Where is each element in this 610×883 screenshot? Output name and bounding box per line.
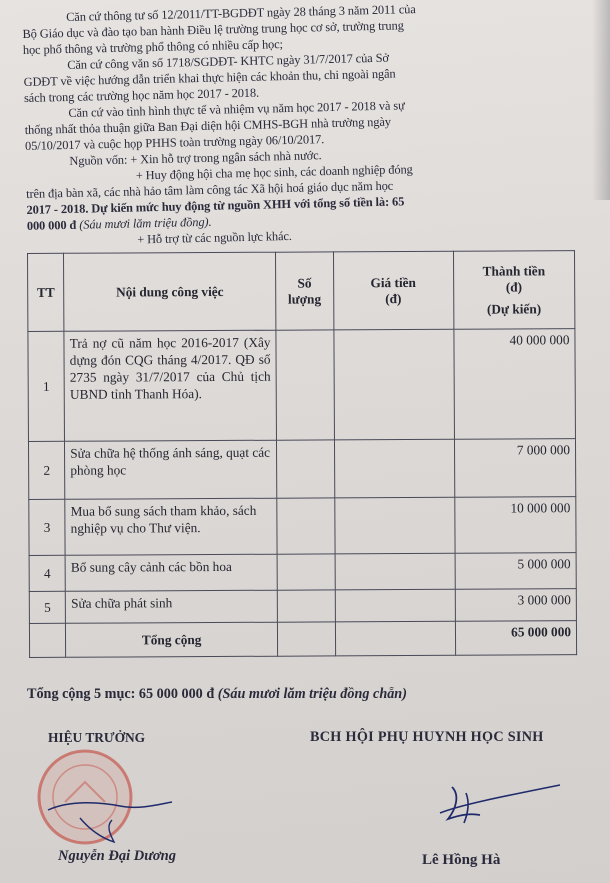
row-number: 1 bbox=[28, 331, 65, 441]
header-price-line: Giá tiền bbox=[370, 274, 416, 290]
header-quantity-line: lượng bbox=[287, 290, 322, 307]
intro-amount: 000 000 đ bbox=[26, 217, 77, 233]
row-amount: 7 000 000 bbox=[454, 439, 576, 498]
row-content: Sửa chữa phát sinh bbox=[65, 590, 277, 623]
summary-amount-words: (Sáu mươi lăm triệu đồng chẵn) bbox=[217, 686, 407, 702]
header-amount-line: Thành tiền bbox=[482, 262, 546, 279]
intro-line: Bộ Giáo dục và đào tạo ban hành Điều lệ trường trung học cơ sở, trường trung bbox=[22, 18, 404, 41]
page-edge-shadow bbox=[592, 0, 610, 200]
row-amount: 5 000 000 bbox=[455, 553, 577, 590]
parents-committee-name: Lê Hồng Hà bbox=[422, 852, 501, 868]
table-header-row bbox=[28, 251, 575, 332]
header-amount bbox=[453, 251, 575, 330]
row-quantity bbox=[276, 440, 334, 498]
row-price bbox=[334, 439, 454, 498]
row-content: Mua bổ sung sách tham khảo, sách nghiệp vụ cho Thư viện. bbox=[65, 498, 277, 555]
intro-line: Nguồn vốn: + Xin hỗ trợ trong ngân sách nhà nước. bbox=[69, 148, 322, 168]
principal-title: HIỆU TRƯỞNG bbox=[48, 730, 146, 745]
row-quantity bbox=[277, 498, 335, 554]
intro-line: Căn cứ công văn số 1718/SGDĐT- KHTC ngày 31/7/2017 của Sở bbox=[67, 50, 390, 72]
intro-line: 2017 - 2018. Dự kiến mức huy động từ nguồn XHH với tổng số tiền là: 65 bbox=[26, 194, 405, 217]
table-row bbox=[28, 439, 575, 500]
intro-line: thống nhất thỏa thuận giữa Ban Đại diện hội CMHS-BGH nhà trường ngày bbox=[24, 114, 392, 137]
row-amount: 40 000 000 bbox=[453, 329, 575, 440]
row-amount: 3 000 000 bbox=[455, 589, 577, 622]
row-content: Sửa chữa hệ thống ánh sáng, quạt các phòng học bbox=[65, 440, 277, 499]
row-amount: 10 000 000 bbox=[454, 497, 576, 554]
parents-committee-title: BCH HỘI PHỤ HUYNH HỌC SINH bbox=[310, 729, 544, 745]
row-quantity bbox=[277, 590, 335, 622]
row-price bbox=[334, 497, 454, 554]
total-price bbox=[335, 621, 455, 656]
intro-line: học phổ thông và trường phổ thông có nhiều cấp học; bbox=[22, 37, 284, 57]
row-number: 2 bbox=[28, 441, 65, 499]
intro-line: 05/10/2017 và cuộc họp PHHS toàn trường ngày 06/10/2017. bbox=[24, 132, 325, 153]
header-amount-line: (Dự kiến) bbox=[486, 300, 542, 317]
header-amount-line: (đ) bbox=[505, 278, 523, 294]
row-number: 3 bbox=[29, 499, 66, 555]
header-quantity bbox=[275, 252, 333, 330]
row-price bbox=[335, 553, 455, 590]
total-label: Tổng cộng bbox=[66, 622, 278, 657]
table-total-row bbox=[29, 621, 576, 658]
intro-line: + Hỗ trợ từ các nguồn lực khác. bbox=[137, 228, 292, 247]
row-quantity bbox=[277, 554, 335, 590]
header-content: Nội dung công việc bbox=[64, 252, 276, 331]
intro-line: + Huy động hội cha mẹ học sinh, các doanh nghiệp đóng bbox=[135, 162, 413, 183]
intro-line: Căn cứ vào tình hình thực tế và nhiệm vụ năm học 2017 - 2018 và sự bbox=[68, 98, 405, 120]
row-number: 5 bbox=[29, 591, 65, 623]
principal-name: Nguyễn Đại Dương bbox=[58, 848, 176, 864]
header-quantity-line: Số bbox=[297, 275, 312, 291]
summary-amount: Tổng cộng 5 mục: 65 000 000 đ bbox=[27, 686, 215, 702]
table-row bbox=[29, 497, 576, 556]
budget-table bbox=[27, 250, 577, 658]
intro-line: sách trong các trường học năm học 2017 - 2018. bbox=[23, 85, 260, 105]
table-row bbox=[28, 329, 576, 442]
intro-line: Căn cứ thông tư số 12/2011/TT-BGDĐT ngày 28 tháng 3 năm 2011 của bbox=[66, 2, 416, 24]
principal-signature-icon bbox=[40, 780, 180, 850]
summary-line bbox=[27, 686, 587, 703]
total-amount: 65 000 000 bbox=[455, 621, 577, 656]
header-tt: TT bbox=[28, 253, 65, 331]
row-content: Bổ sung cây cảnh các bồn hoa bbox=[65, 554, 277, 591]
header-price-line: (đ) bbox=[385, 290, 402, 306]
header-price bbox=[333, 251, 453, 330]
table-row bbox=[29, 553, 576, 592]
row-quantity bbox=[276, 330, 334, 440]
parents-committee-signature-icon bbox=[430, 775, 570, 835]
intro-amount-words: (Sáu mươi lăm triệu đồng). bbox=[79, 214, 212, 232]
row-number: 4 bbox=[29, 555, 65, 591]
row-content: Trả nợ cũ năm học 2016-2017 (Xây dựng đón CQG tháng 4/2017. QĐ số 2735 ngày 31/7/2017 của Chủ tịch UBND tỉnh Thanh Hóa). bbox=[64, 330, 276, 441]
intro-text bbox=[22, 0, 587, 250]
total-quantity bbox=[277, 622, 335, 656]
table-row bbox=[29, 589, 576, 624]
row-price bbox=[335, 589, 455, 622]
total-tt bbox=[29, 623, 65, 657]
intro-line: GDĐT về việc hướng dẫn triển khai thực hiện các khoản thu, chi ngoài ngân bbox=[23, 66, 396, 89]
intro-line: trên địa bàn xã, các nhà hảo tâm làm công tác Xã hội hoá giáo dục năm học bbox=[26, 178, 394, 201]
row-price bbox=[334, 329, 454, 440]
